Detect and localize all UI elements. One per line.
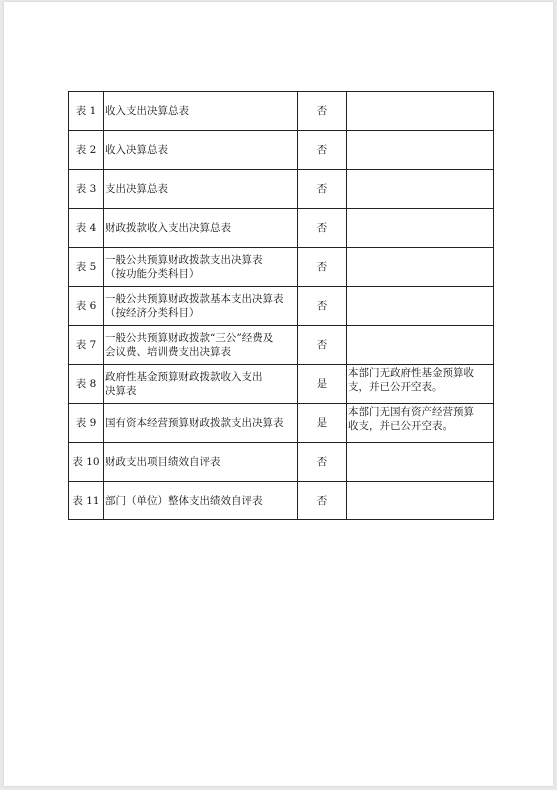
disclosed-flag-text: 否 [316,494,328,507]
disclosed-flag-cell [298,443,347,482]
table-number-text: 表 6 [75,300,97,312]
disclosed-flag-text: 否 [316,456,328,468]
table-number-cell [69,287,104,326]
disclosed-flag-cell [298,209,347,248]
table-number-text: 表 11 [72,494,100,507]
report-table [68,91,494,520]
disclosed-flag-text: 是 [316,417,328,429]
table-number-text: 表 10 [72,456,100,468]
remark-text [348,443,493,444]
table-name-text: 政府性基金预算财政拨款收入支出 决算表 [105,371,263,397]
remark-cell [347,92,494,131]
table-name-cell [104,287,298,326]
table-name-cell [104,92,298,131]
table-number-text: 表 7 [75,339,97,351]
table-number-cell [69,482,104,520]
table-name-text: 一般公共预算财政拨款支出决算表 （按功能分类科目） [105,254,263,280]
disclosed-flag-cell [298,248,347,287]
remark-cell [347,287,494,326]
remark-text [348,170,493,171]
disclosed-flag-cell [298,404,347,443]
table-name-cell [104,131,298,170]
remark-text [348,482,493,483]
table-number-cell [69,248,104,287]
table-name-text: 国有资本经营预算财政拨款支出决算表 [105,417,284,429]
remark-cell [347,365,494,404]
table-number-cell [69,404,104,443]
table-name-cell [104,365,298,404]
table-row [69,287,494,326]
remark-cell [347,209,494,248]
table-name-text: 收入支出决算总表 [105,105,189,117]
table-name-cell [104,443,298,482]
disclosed-flag-cell [298,326,347,365]
table-name-text: 财政拨款收入支出决算总表 [105,222,231,234]
table-name-text: 支出决算总表 [105,183,168,195]
remark-cell [347,248,494,287]
remark-cell [347,443,494,482]
remark-cell [347,170,494,209]
table-row [69,92,494,131]
table-row [69,443,494,482]
table-name-text: 一般公共预算财政拨款基本支出决算表 （按经济分类科目） [105,293,284,319]
disclosed-flag-cell [298,131,347,170]
table-number-cell [69,365,104,404]
table-number-cell [69,92,104,131]
table-row [69,248,494,287]
remark-text [348,248,493,249]
disclosed-flag-cell [298,482,347,520]
remark-text [348,92,493,93]
table-number-text: 表 2 [75,144,97,156]
disclosed-flag-cell [298,287,347,326]
table-row [69,131,494,170]
remark-cell [347,131,494,170]
remark-text [348,287,493,288]
table-number-cell [69,443,104,482]
table-name-text: 财政支出项目绩效自评表 [105,456,221,468]
table-name-text: 部门（单位）整体支出绩效自评表 [105,494,263,507]
table-number-cell [69,170,104,209]
report-table-body [69,92,494,520]
disclosed-flag-text: 否 [316,222,328,234]
table-row [69,404,494,443]
table-number-text: 表 8 [75,378,97,390]
remark-text [348,209,493,210]
table-number-text: 表 4 [75,222,97,234]
table-number-cell [69,326,104,365]
remark-text [348,131,493,132]
remark-cell [347,326,494,365]
table-number-text: 表 9 [75,417,97,429]
disclosed-flag-text: 否 [316,261,328,273]
table-row [69,326,494,365]
remark-cell [347,482,494,520]
disclosed-flag-cell [298,92,347,131]
disclosed-flag-text: 是 [316,378,328,390]
table-number-cell [69,209,104,248]
table-name-cell [104,248,298,287]
table-number-text: 表 3 [75,183,97,195]
disclosed-flag-cell [298,170,347,209]
table-name-cell [104,404,298,443]
table-name-cell [104,170,298,209]
table-number-cell [69,131,104,170]
table-number-text: 表 1 [75,105,97,117]
document-page [4,2,553,786]
table-name-text: 一般公共预算财政拨款“三公”经费及 会议费、培训费支出决算表 [105,332,274,358]
disclosed-flag-text: 否 [316,339,328,351]
remark-cell [347,404,494,443]
table-row [69,365,494,404]
remark-text: 本部门无国有资产经营预算 收支，并已公开空表。 [348,406,474,432]
table-name-cell [104,326,298,365]
remark-text: 本部门无政府性基金预算收 支，并已公开空表。 [348,367,474,393]
disclosed-flag-text: 否 [316,105,328,117]
table-row [69,170,494,209]
table-row [69,482,494,520]
table-name-cell [104,482,298,520]
disclosed-flag-text: 否 [316,183,328,195]
remark-text [348,326,493,327]
table-row [69,209,494,248]
disclosed-flag-cell [298,365,347,404]
disclosed-flag-text: 否 [316,144,328,156]
table-number-text: 表 5 [75,261,97,273]
disclosed-flag-text: 否 [316,300,328,312]
table-name-cell [104,209,298,248]
table-name-text: 收入决算总表 [105,144,168,156]
